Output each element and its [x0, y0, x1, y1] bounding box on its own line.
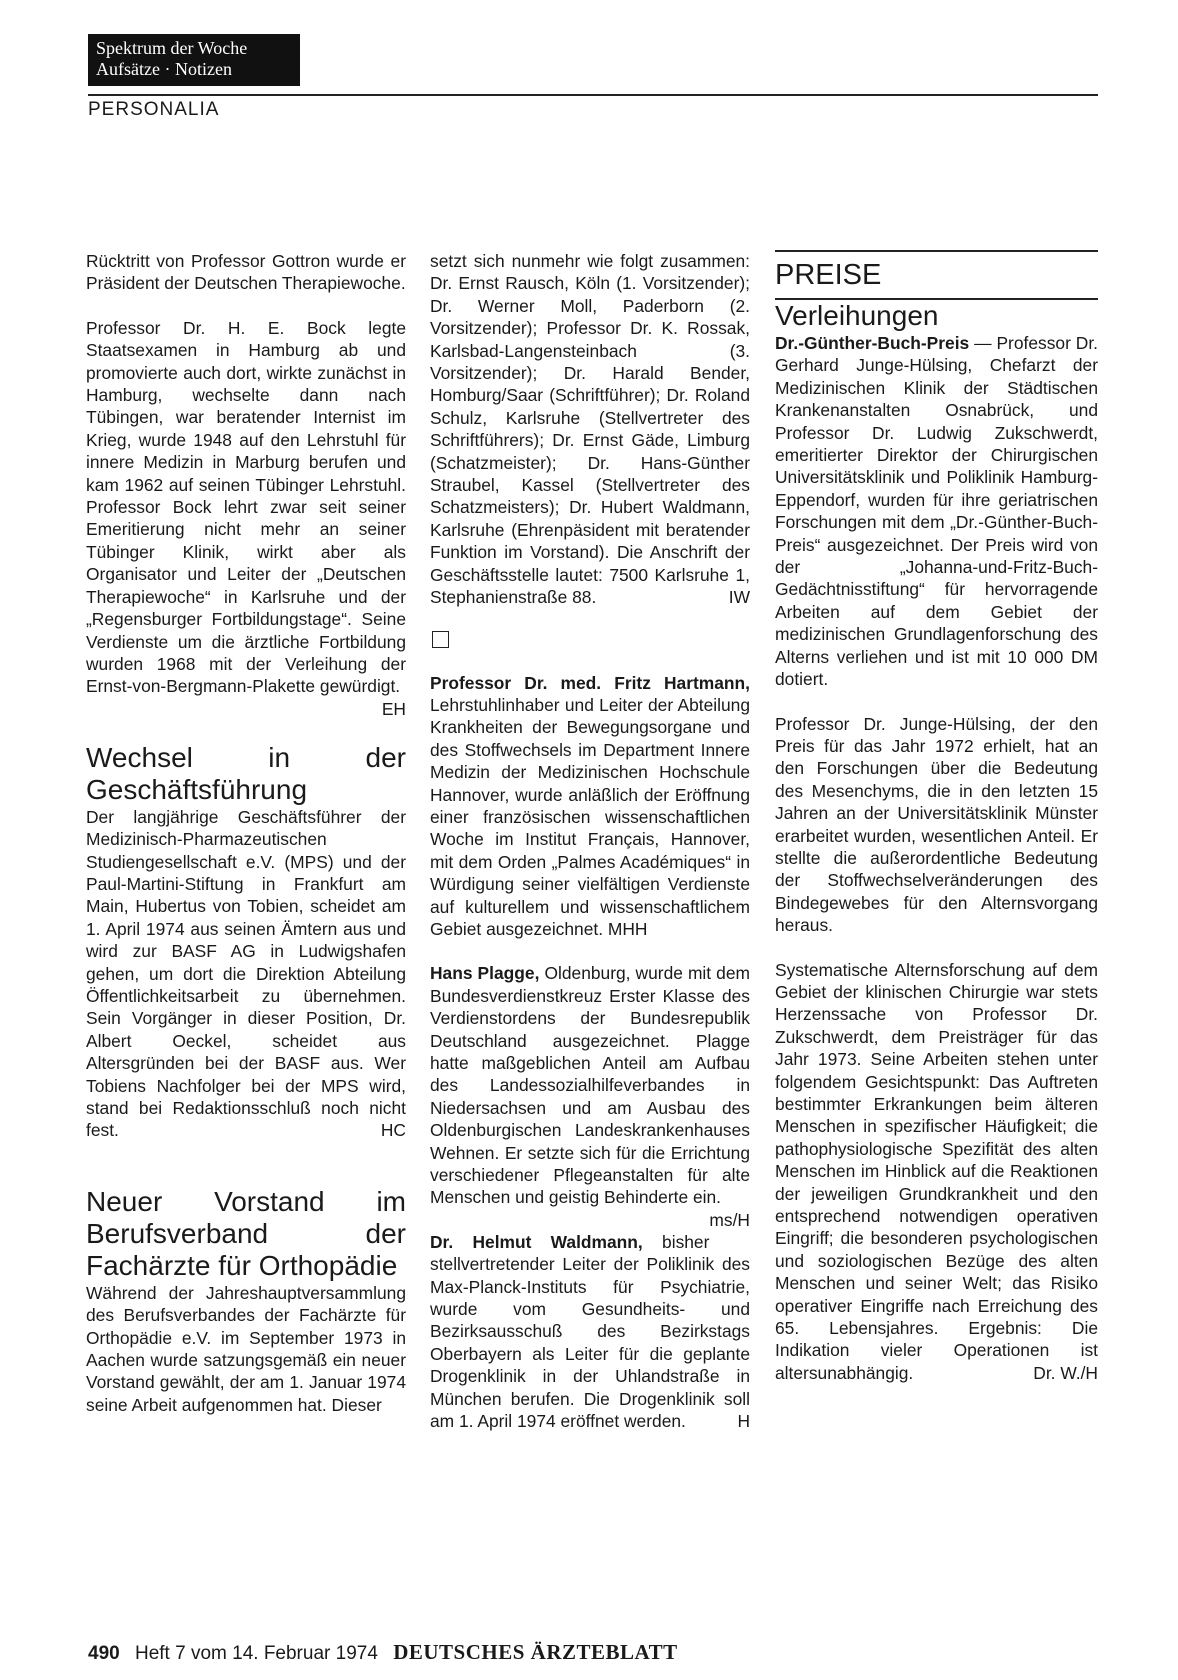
paragraph-lead: Dr.-Günther-Buch-Preis: [775, 333, 970, 353]
paragraph-text: — Professor Dr. Gerhard Junge-Hülsing, Chefarzt der Medizinischen Klinik der Städtischen Krankenanstalten Osnabrück, und Professor Dr. Ludwig Zukschwerdt, emeritierter Direktor der Chirurgischen Universitätsklinik und Poliklinik Hamburg-Eppendorf, wurden für ihre geriatrischen Forschungen mit dem „Dr.-Günther-Buch-Preis“ ausgezeichnet. Der Preis wird von der „Johanna-und-Fritz-Buch-Gedächtnisstiftung“ für hervorragende Arbeiten auf dem Gebiet der medizinischen Grundlagenforschung des Alterns verliehen und ist mit 10 000 DM dotiert.: [775, 333, 1098, 690]
paragraph: [775, 959, 1098, 1385]
masthead: [88, 34, 300, 86]
section-divider-box: [432, 631, 449, 648]
paragraph: [775, 332, 1098, 691]
paragraph-text: bisher stellvertretender Leiter der Poliklinik des Max-Planck-Instituts für Psychiatrie, wurde vom Gesundheits- und Bezirksausschuß des Bezirkstags Oberbayern als Leiter für die geplante Drogenklinik in der Uhlandstraße in München berufen. Die Drogenklinik soll am 1. April 1974 eröffnet werden.: [430, 1231, 750, 1432]
paragraph: [430, 250, 750, 609]
section-title: PREISE: [775, 259, 882, 291]
paragraph-lead: Professor Dr. med. Fritz Hartmann,: [430, 672, 750, 693]
page-number: 490: [88, 1643, 120, 1664]
article-heading: Wechsel in der Geschäftsführung: [86, 741, 406, 805]
paragraph: [430, 1231, 750, 1433]
paragraph: [86, 806, 406, 1142]
paragraph-text: Systematische Alternsforschung auf dem Gebiet der klinischen Chirurgie war stets Herzenssache von Professor Dr. Zukschwerdt, dem Preisträger für das Jahr 1973. Seine Arbeiten stehen unter folgendem Gesichtspunkt: Das Auftreten bestimmter Erkrankungen beim älteren Menschen in spezifischer Häufigkeit; die pathophysiologische Spezifität des alten Menschen im Hinblick auf die Reaktionen der jeweiligen Grundkrankheit und den entsprechend notwendigen operativen Eingriff; die besonderen psychologischen und soziologischen Bezüge des alten Menschen und seiner Welt; das Risiko operativer Eingriffe nach Erreichung des 65. Lebensjahres. Ergebnis: Die Indikation vieler Operationen ist altersunabhängig.: [775, 959, 1098, 1383]
author-signature: H: [737, 1411, 750, 1432]
column-1: [86, 250, 406, 1416]
paragraph-text: Lehrstuhlinhaber und Leiter der Abteilung Krankheiten der Bewegungsorgane und des Stoffwechsels im Department Innere Medizin der Medizinischen Hochschule Hannover, wurde anläßlich der Eröffnung einer französischen wissenschaftlichen Woche im Institut Français, Hannover, mit dem Orden „Palmes Académiques“ in Würdigung seiner vielfältigen Verdienste auf kulturellem und wissenschaftlichem Gebiet ausgezeichnet. MHH: [430, 694, 750, 939]
paragraph-lead: Dr. Helmut Waldmann,: [430, 1231, 643, 1252]
paragraph-text: Professor Dr. H. E. Bock legte Staatsexamen in Hamburg ab und promovierte auch dort, wirkte zunächst in Hamburg, wechselte dann nach Tübingen, war beratender Internist im Krieg, wurde 1948 auf den Lehrstuhl für innere Medizin in Marburg berufen und kam 1962 auf seinen Tübinger Lehrstuhl. Professor Bock lehrt zwar seit seiner Emeritierung nicht mehr an seiner Tübinger Klinik, wirkt aber als Organisator und Leiter der „Deutschen Therapiewoche“ in Karlsruhe und der „Regensburger Fortbildungstage“. Seine Verdienste um die ärztliche Fortbildung wurden 1968 mit der Verleihung der Ernst-von-Bergmann-Plakette gewürdigt.: [86, 317, 406, 697]
author-signature: Dr. W./H: [1033, 1362, 1098, 1383]
paragraph: [430, 672, 750, 941]
page-footer: [88, 1640, 678, 1665]
subsection-heading: Verleihungen: [775, 300, 939, 331]
article-heading: Neuer Vorstand im Berufsverband der Fachärzte für Orthopädie: [86, 1185, 406, 1281]
column-2: [430, 250, 750, 1433]
paragraph: Rücktritt von Professor Gottron wurde er Präsident der Deutschen Therapiewoche.: [86, 251, 406, 294]
author-signature: ms/H: [709, 1209, 750, 1230]
masthead-title: Spektrum der Woche: [96, 38, 248, 58]
issue-info: Heft 7 vom 14. Februar 1974: [134, 1643, 378, 1664]
paragraph-text: Oldenburg, wurde mit dem Bundesverdienstkreuz Erster Klasse des Verdienstordens der Bundesrepublik Deutschland ausgezeichnet. Plagge hatte maßgeblichen Anteil am Aufbau des Landessozialhilfeverbandes in Niedersachsen und am Ausbau des Oldenburgischen Landeskrankenhauses Wehnen. Er setzte sich für die Errichtung verschiedener Pflegeanstalten für alte Menschen und geistig Behinderte ein.: [430, 963, 750, 1208]
paragraph-text: setzt sich nunmehr wie folgt zusammen: Dr. Ernst Rausch, Köln (1. Vorsitzender); Dr. Werner Moll, Paderborn (2. Vorsitzender); Professor Dr. K. Rossak, Karlsbad-Langensteinbach (3. Vorsitzender); Dr. Harald Bender, Homburg/Saar (Schriftführer); Dr. Roland Schulz, Karlsruhe (Stellvertreter des Schriftführers); Dr. Ernst Gäde, Limburg (Schatzmeister); Dr. Hans-Günther Straubel, Kassel (Stellvertreter des Schatzmeisters); Dr. Hubert Waldmann, Karlsruhe (Ehrenpäsident mit beratender Funktion im Vorstand). Die Anschrift der Geschäftsstelle lautet: 7500 Karlsruhe 1, Stephanienstraße 88.: [430, 251, 750, 608]
paragraph-text: Der langjährige Geschäftsführer der Medizinisch-Pharmazeutischen Studiengesellschaft e.V. (MPS) und der Paul-Martini-Stiftung in Frankfurt am Main, Hubertus von Tobien, scheidet am 1. April 1974 aus seinen Ämtern aus und wird zur BASF AG in Ludwigshafen gehen, um dort die Direktion Abteilung Öffentlichkeitsarbeit zu übernehmen. Sein Vorgänger in dieser Position, Dr. Albert Oeckel, scheidet aus Altersgründen bei der BASF aus. Wer Tobiens Nachfolger bei der MPS wird, stand bei Redaktionsschluß noch nicht fest.: [86, 806, 406, 1141]
author-signature: HC: [380, 1120, 406, 1141]
column-3: [775, 250, 1098, 1384]
author-signature: IW: [728, 587, 750, 608]
paragraph-lead: Hans Plagge,: [430, 963, 540, 984]
paragraph: Professor Dr. Junge-Hülsing, der den Preis für das Jahr 1972 erhielt, hat an den Forschungen über die Bedeutung des Mesenchyms, die in den letzten 15 Jahren an der Universitätsklinik Münster erarbeitet wurden, wesentlichen Anteil. Er stellte die außerordentliche Bedeutung der Stoffwechselveränderungen des Bindegewebes für den Alternsvorgang heraus.: [775, 713, 1098, 936]
header-rule: [88, 94, 1098, 96]
paragraph: [86, 317, 406, 719]
paragraph: [430, 962, 750, 1230]
section-label: PERSONALIA: [88, 99, 220, 120]
paragraph: Während der Jahreshauptversammlung des Berufsverbandes der Fachärzte für Orthopädie e.V. im September 1973 in Aachen wurde satzungsgemäß ein neuer Vorstand gewählt, der am 1. Januar 1974 seine Arbeit aufgenommen hat. Dieser: [86, 1282, 406, 1415]
journal-title: DEUTSCHES ÄRZTEBLATT: [393, 1640, 678, 1664]
author-signature: EH: [381, 698, 406, 719]
masthead-subtitle: Aufsätze · Notizen: [96, 59, 232, 79]
